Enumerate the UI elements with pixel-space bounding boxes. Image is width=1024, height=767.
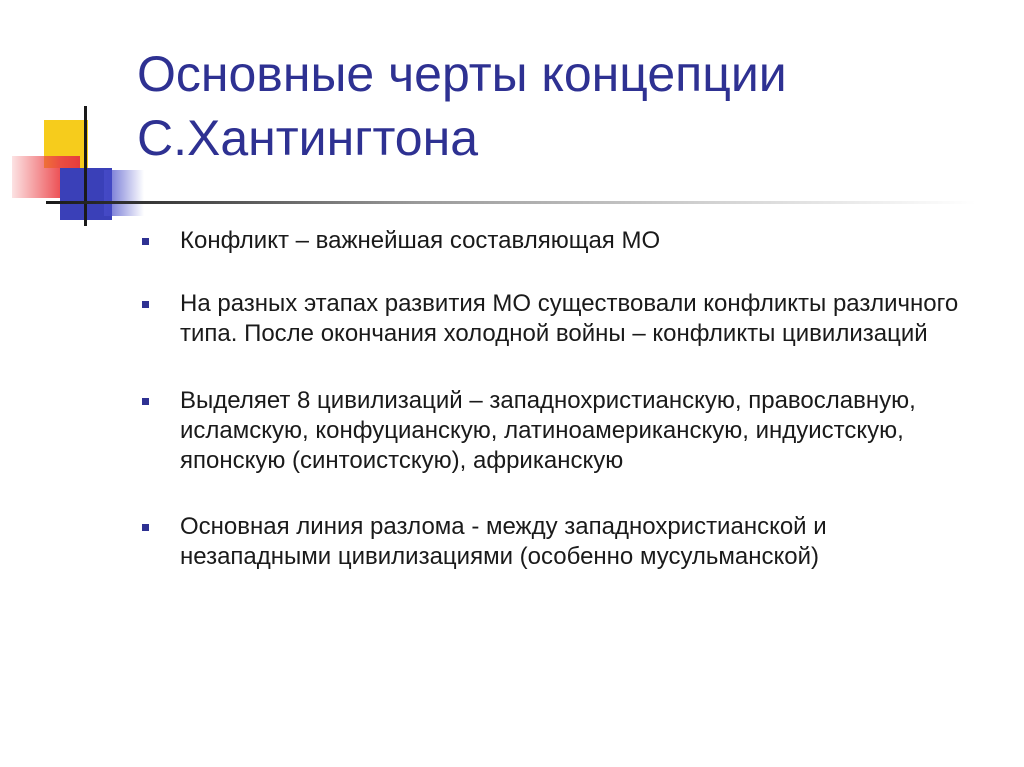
bullet-square-icon bbox=[142, 398, 149, 405]
bullet-item bbox=[142, 512, 982, 572]
bullet-list bbox=[142, 226, 982, 605]
bullet-text: Конфликт – важнейшая составляющая МО bbox=[180, 227, 661, 254]
bullet-square-icon bbox=[142, 238, 149, 245]
bullet-item bbox=[142, 386, 982, 476]
bullet-square-icon bbox=[142, 524, 149, 531]
decor-blue-fade bbox=[104, 170, 144, 216]
slide-title-line-2: С.Хантингтона bbox=[137, 110, 479, 166]
slide-title bbox=[137, 42, 997, 170]
bullet-text: Выделяет 8 цивилизаций – западнохристианскую, православную, исламскую, конфуцианскую, латиноамериканскую, индуистскую, японскую (синтоистскую), африканскую bbox=[180, 387, 916, 474]
bullet-item bbox=[142, 289, 982, 349]
bullet-square-icon bbox=[142, 301, 149, 308]
slide-title-line-1: Основные черты концепции bbox=[137, 46, 787, 102]
bullet-text: Основная линия разлома - между западнохристианской и незападными цивилизациями (особенно мусульманской) bbox=[180, 513, 827, 570]
bullet-text: На разных этапах развития МО существовали конфликты различного типа. После окончания холодной войны – конфликты цивилизаций bbox=[180, 290, 959, 347]
bullet-item bbox=[142, 226, 982, 256]
title-divider-line bbox=[46, 201, 976, 204]
decor-vertical-line bbox=[84, 106, 87, 226]
